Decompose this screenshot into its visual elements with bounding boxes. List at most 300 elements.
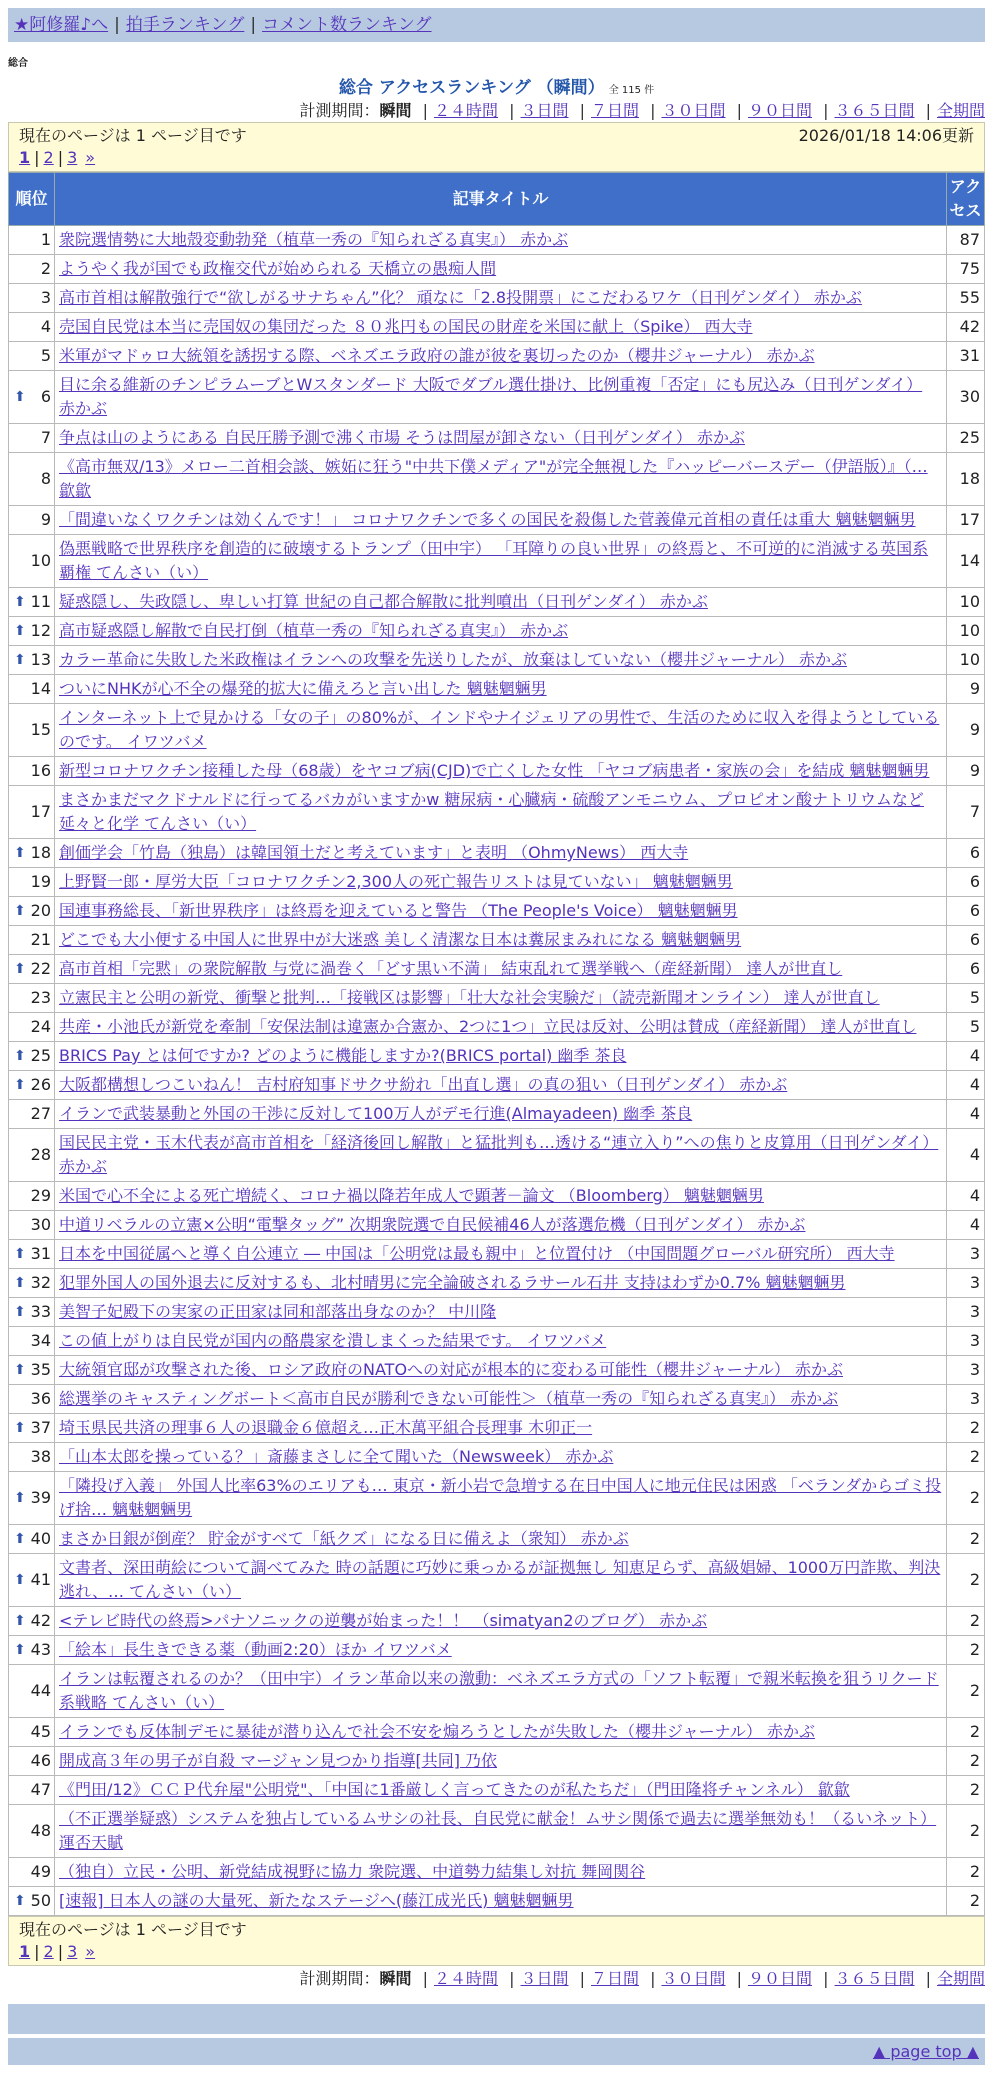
access-count: 4 (947, 1071, 985, 1100)
article-title-link[interactable]: まさか日銀が倒産？ 貯金がすべて「紙クズ」になる日に備えよ（衆知） 赤かぶ (59, 1529, 629, 1548)
page-top-link[interactable]: ▲ page top ▲ (872, 2042, 979, 2061)
article-title-link[interactable]: 総選挙のキャスティングボート＜高市自民が勝利できない可能性＞（植草一秀の『知られざる真実』） 赤かぶ (59, 1389, 839, 1408)
period-option-24h[interactable]: ２４時間 (433, 101, 498, 120)
access-count: 5 (947, 984, 985, 1013)
title-cell (55, 839, 947, 868)
rank-number: 42 (30, 1611, 51, 1630)
title-cell (55, 1240, 947, 1269)
access-count: 4 (947, 1100, 985, 1129)
rank-cell (9, 1718, 55, 1747)
rank-cell (9, 1747, 55, 1776)
period-option-30d-bottom[interactable]: ３０日間 (661, 1969, 726, 1988)
access-count: 6 (947, 955, 985, 984)
table-row (9, 1805, 985, 1858)
article-title-link[interactable]: どこでも大小便する中国人に世界中が大迷惑 美しく清潔な日本は糞尿まみれになる 魑魅魍魎男 (59, 930, 742, 949)
access-count: 17 (947, 506, 985, 535)
table-row (9, 704, 985, 757)
col-rank-header: 順位 (9, 173, 55, 226)
title-cell (55, 342, 947, 371)
rank-number: 17 (30, 802, 51, 821)
access-count: 2 (947, 1607, 985, 1636)
article-title-link[interactable]: イランは転覆されるのか？（田中宇）イラン革命以来の激動：ベネズエラ方式の「ソフト転覆」で親米転換を狙うリクード系戦略 てんさい（い） (59, 1669, 939, 1712)
article-title-link[interactable]: 売国自民党は本当に売国奴の集団だった ８０兆円もの国民の財産を米国に献上（Spike） 西大寺 (59, 317, 753, 336)
title-cell (55, 313, 947, 342)
rank-number: 4 (40, 317, 51, 336)
title-cell (55, 1071, 947, 1100)
rank-number: 22 (30, 959, 51, 978)
table-row (9, 617, 985, 646)
table-row (9, 1327, 985, 1356)
article-title-link[interactable]: 国民民主党・玉木代表が高市首相を「経済後回し解散」と猛批判も…透ける“連立入り”への焦りと皮算用（日刊ゲンダイ） 赤かぶ (59, 1133, 939, 1176)
period-option-7d[interactable]: ７日間 (590, 101, 639, 120)
table-row (9, 371, 985, 424)
article-title-link[interactable]: 高市疑惑隠し解散で自民打倒（植草一秀の『知られざる真実』） 赤かぶ (59, 621, 569, 640)
table-row (9, 897, 985, 926)
table-row (9, 506, 985, 535)
access-count: 3 (947, 1356, 985, 1385)
table-row (9, 984, 985, 1013)
access-count: 2 (947, 1805, 985, 1858)
title-cell (55, 1607, 947, 1636)
applause-ranking-link[interactable]: 拍手ランキング (125, 15, 245, 35)
access-count: 3 (947, 1269, 985, 1298)
title-cell (55, 1805, 947, 1858)
table-row (9, 1385, 985, 1414)
page-1-link-bottom[interactable]: 1 (19, 1942, 31, 1961)
article-title-link[interactable]: 目に余る維新のチンピラムーブとWスタンダード 大阪でダブル選仕掛け、比例重複「否定」にも尻込み（日刊ゲンダイ） 赤かぶ (59, 375, 923, 418)
rank-number: 18 (30, 843, 51, 862)
rank-cell (9, 284, 55, 313)
asyura-home-link[interactable]: ★阿修羅♪へ (14, 15, 109, 35)
access-count: 10 (947, 646, 985, 675)
access-count: 2 (947, 1718, 985, 1747)
col-title-header: 記事タイトル (55, 173, 947, 226)
title-cell (55, 1327, 947, 1356)
page-title: 総合 アクセスランキング （瞬間） (338, 78, 605, 98)
rank-number: 33 (30, 1302, 51, 1321)
rank-number: 34 (30, 1331, 51, 1350)
rank-number: 6 (40, 387, 51, 406)
rank-cell (9, 786, 55, 839)
access-count: 2 (947, 1776, 985, 1805)
article-title-link[interactable]: 偽悪戦略で世界秩序を創造的に破壊するトランプ（田中宇） 「耳障りの良い世界」の終焉と、不可逆的に消滅する英国系覇権 てんさい（い） (59, 539, 929, 582)
rank-cell (9, 342, 55, 371)
rank-cell (9, 1298, 55, 1327)
rank-number: 46 (30, 1751, 51, 1770)
rank-cell (9, 839, 55, 868)
rank-number: 27 (30, 1104, 51, 1123)
table-row (9, 255, 985, 284)
table-row (9, 786, 985, 839)
article-title-link[interactable]: 埼玉県民共済の理事６人の退職金６億超え…正木萬平組合長理事 木卯正一 (59, 1418, 593, 1437)
rank-cell (9, 1182, 55, 1211)
article-title-link[interactable]: 高市首相「完黙」の衆院解散 与党に渦巻く「どす黒い不満」 結束乱れて選挙戦へ（産経新聞） 達人が世直し (59, 959, 843, 978)
period-selected-bottom: 瞬間 (379, 1969, 412, 1988)
up-arrow-icon: ⬆ (14, 1893, 26, 1909)
article-title-link[interactable]: 争点は山のようにある 自民圧勝予測で沸く市場 そうは問屋が卸さない（日刊ゲンダイ） 赤かぶ (59, 428, 745, 447)
access-count: 25 (947, 424, 985, 453)
access-count: 87 (947, 226, 985, 255)
table-row (9, 926, 985, 955)
title-cell (55, 617, 947, 646)
title-cell (55, 704, 947, 757)
page-2-link[interactable]: 2 (43, 148, 54, 167)
footer-bar (8, 2004, 985, 2034)
page-3-link-bottom[interactable]: 3 (67, 1942, 78, 1961)
table-row (9, 675, 985, 704)
rank-cell (9, 926, 55, 955)
article-title-link[interactable]: 《門田/12》ＣＣＰ代弁屋"公明党"、「中国に1番厳しく言ってきたのが私たちだ」（門田隆将チャンネル） 歙歙 (59, 1780, 850, 1799)
rank-number: 10 (30, 551, 51, 570)
comment-ranking-link[interactable]: コメント数ランキング (262, 15, 432, 35)
article-title-link[interactable]: 上野賢一郎・厚労大臣「コロナワクチン2,300人の死亡報告リストは見ていない」 魑魅魍魎男 (59, 872, 733, 891)
title-cell (55, 984, 947, 1013)
title-cell (55, 453, 947, 506)
rank-cell (9, 1269, 55, 1298)
table-row (9, 1129, 985, 1182)
rank-cell (9, 506, 55, 535)
article-title-link[interactable]: 「隣投げ入義」 外国人比率63%のエリアも… 東京・新小岩で急増する在日中国人に地元住民は困惑 「ベランダからゴミ投げ捨… 魑魅魍魎男 (59, 1476, 942, 1519)
title-cell (55, 786, 947, 839)
article-title-link[interactable]: 疑惑隠し、失政隠し、卑しい打算 世紀の自己都合解散に批判噴出（日刊ゲンダイ） 赤かぶ (59, 592, 708, 611)
access-count: 10 (947, 588, 985, 617)
rank-cell (9, 255, 55, 284)
page-3-link[interactable]: 3 (67, 148, 78, 167)
article-title-link[interactable]: 美智子妃殿下の実家の正田家は同和部落出身なのか？ 中川隆 (59, 1302, 497, 1321)
article-title-link[interactable]: イランで武装暴動と外国の干渉に反対して100万人がデモ行進(Almayadeen) 幽季 茶良 (59, 1104, 693, 1123)
article-title-link[interactable]: 日本を中国従属へと導く自公連立 ― 中国は「公明党は最も親中」と位置付け （中国問題グローバル研究所） 西大寺 (59, 1244, 895, 1263)
period-option-7d-bottom[interactable]: ７日間 (590, 1969, 639, 1988)
rank-cell (9, 371, 55, 424)
page-2-link-bottom[interactable]: 2 (43, 1942, 54, 1961)
title-cell (55, 1356, 947, 1385)
article-title-link[interactable]: まさかまだマクドナルドに行ってるバカがいますかw 糖尿病・心臓病・硫酸アンモニウム、プロピオン酸ナトリウムなど延々と化学 てんさい（い） (59, 790, 924, 833)
up-arrow-icon: ⬆ (14, 903, 26, 919)
article-title-link[interactable]: 米国で心不全による死亡増続く、コロナ禍以降若年成人で顕著－論文 （Bloomberg） 魑魅魍魎男 (59, 1186, 764, 1205)
rank-number: 47 (30, 1780, 51, 1799)
rank-number: 39 (30, 1488, 51, 1507)
table-row (9, 1182, 985, 1211)
period-selector-bottom: 計測期間：瞬間 | ２４時間 | ３日間 | ７日間 | ３０日間 | ９０日間 | ３６５日間 | 全期間 (299, 1969, 985, 1988)
rank-cell (9, 1554, 55, 1607)
access-count: 2 (947, 1443, 985, 1472)
access-count: 6 (947, 897, 985, 926)
access-count: 2 (947, 1636, 985, 1665)
rank-cell (9, 1472, 55, 1525)
table-row (9, 1718, 985, 1747)
rank-cell (9, 1211, 55, 1240)
period-option-24h-bottom[interactable]: ２４時間 (433, 1969, 498, 1988)
up-arrow-icon: ⬆ (14, 594, 26, 610)
title-cell (55, 1298, 947, 1327)
rank-number: 24 (30, 1017, 51, 1036)
access-count: 31 (947, 342, 985, 371)
up-arrow-icon: ⬆ (14, 1077, 26, 1093)
rank-cell (9, 617, 55, 646)
article-title-link[interactable]: 中道リベラルの立憲×公明“電撃タッグ” 次期衆院選で自民候補46人が落選危機（日刊ゲンダイ） 赤かぶ (59, 1215, 806, 1234)
title-cell (55, 588, 947, 617)
access-count: 3 (947, 1240, 985, 1269)
page-links-bottom: 1 | 2 | 3 » (19, 1942, 96, 1961)
article-title-link[interactable]: （不正選挙疑惑）システムを独占しているムサシの社長、自民党に献金！ムサシ関係で過去に選挙無効も！（るいネット） 運否天賦 (59, 1809, 937, 1852)
title-cell (55, 424, 947, 453)
rank-cell (9, 1100, 55, 1129)
rank-cell (9, 868, 55, 897)
up-arrow-icon: ⬆ (14, 1642, 26, 1658)
period-option-30d[interactable]: ３０日間 (661, 101, 726, 120)
article-title-link[interactable]: [速報] 日本人の謎の大量死、新たなステージへ(藤江成光氏) 魑魅魍魎男 (59, 1891, 574, 1910)
rank-number: 30 (30, 1215, 51, 1234)
article-title-link[interactable]: 「間違いなくワクチンは効くんです！」 コロナワクチンで多くの国民を殺傷した菅義偉元首相の責任は重大 魑魅魍魎男 (59, 510, 916, 529)
table-row (9, 1071, 985, 1100)
rank-number: 38 (30, 1447, 51, 1466)
rank-cell (9, 1013, 55, 1042)
up-arrow-icon: ⬆ (14, 1572, 26, 1588)
rank-cell (9, 535, 55, 588)
table-row (9, 1525, 985, 1554)
access-count: 30 (947, 371, 985, 424)
article-title-link[interactable]: インターネット上で見かける「女の子」の80%が、インドやナイジェリアの男性で、生活のために収入を得ようとしているのです。 イワツバメ (59, 708, 940, 751)
table-row (9, 226, 985, 255)
article-title-link[interactable]: 高市首相は解散強行で“欲しがるサナちゃん”化？ 頑なに「2.8投開票」にこだわるワケ（日刊ゲンダイ） 赤かぶ (59, 288, 862, 307)
title-cell (55, 1269, 947, 1298)
title-cell (55, 646, 947, 675)
table-row (9, 1356, 985, 1385)
access-count: 7 (947, 786, 985, 839)
title-cell (55, 868, 947, 897)
article-title-link[interactable]: 「絵本」長生きできる薬（動画2:20）ほか イワツバメ (59, 1640, 452, 1659)
up-arrow-icon: ⬆ (14, 961, 26, 977)
article-title-link[interactable]: ついにNHKが心不全の爆発的拡大に備えろと言い出した 魑魅魍魎男 (59, 679, 547, 698)
access-count: 2 (947, 1472, 985, 1525)
nav-separator: | (114, 15, 120, 35)
rank-cell (9, 1327, 55, 1356)
access-count: 10 (947, 617, 985, 646)
rank-number: 26 (30, 1075, 51, 1094)
period-option-3d-bottom[interactable]: ３日間 (520, 1969, 569, 1988)
table-row (9, 1607, 985, 1636)
article-title-link[interactable]: 米軍がマドゥロ大統領を誘拐する際、ベネズエラ政府の誰が彼を裏切ったのか（櫻井ジャーナル） 赤かぶ (59, 346, 815, 365)
table-row (9, 1554, 985, 1607)
col-access-header: アクセス (947, 173, 985, 226)
access-count: 4 (947, 1042, 985, 1071)
article-title-link[interactable]: 大阪都構想しつこいねん！ 吉村府知事ドサクサ紛れ「出直し選」の真の狙い（日刊ゲンダイ） 赤かぶ (59, 1075, 788, 1094)
article-title-link[interactable]: 立憲民主と公明の新党、衝撃と批判…「接戦区は影響」「壮大な社会実験だ」（読売新聞オンライン） 達人が世直し (59, 988, 880, 1007)
access-count: 2 (947, 1858, 985, 1887)
table-row (9, 1298, 985, 1327)
article-title-link[interactable]: 創価学会「竹島（独島）は韓国領土だと考えています」と表明 （OhmyNews） 西大寺 (59, 843, 689, 862)
rank-number: 20 (30, 901, 51, 920)
rank-cell (9, 313, 55, 342)
access-count: 3 (947, 1298, 985, 1327)
access-count: 6 (947, 868, 985, 897)
title-cell (55, 955, 947, 984)
table-row (9, 284, 985, 313)
up-arrow-icon: ⬆ (14, 652, 26, 668)
table-row (9, 1776, 985, 1805)
access-count: 6 (947, 839, 985, 868)
table-row (9, 342, 985, 371)
page-top-bar (8, 2038, 985, 2065)
access-count: 9 (947, 757, 985, 786)
rank-number: 44 (30, 1681, 51, 1700)
article-title-link[interactable]: 「山本太郎を操っている？」斎藤まさしに全て聞いた（Newsweek） 赤かぶ (59, 1447, 614, 1466)
up-arrow-icon: ⬆ (14, 389, 26, 405)
rank-number: 41 (30, 1570, 51, 1589)
rank-cell (9, 1607, 55, 1636)
period-option-all-bottom[interactable]: 全期間 (936, 1969, 985, 1988)
article-title-link[interactable]: 犯罪外国人の国外退去に反対するも、北村晴男に完全論破されるラサール石井 支持はわずか0.7% 魑魅魍魎男 (59, 1273, 846, 1292)
access-count: 2 (947, 1747, 985, 1776)
access-count: 14 (947, 535, 985, 588)
rank-cell (9, 1636, 55, 1665)
article-title-link[interactable]: 国連事務総長、「新世界秩序」は終焉を迎えていると警告 （The People's Voice） 魑魅魍魎男 (59, 901, 738, 920)
rank-number: 23 (30, 988, 51, 1007)
rank-number: 15 (30, 720, 51, 739)
title-cell (55, 535, 947, 588)
rank-number: 3 (40, 288, 51, 307)
article-title-link[interactable]: イランでも反体制デモに暴徒が潜り込んで社会不安を煽ろうとしたが失敗した（櫻井ジャーナル） 赤かぶ (59, 1722, 815, 1741)
article-title-link[interactable]: ようやく我が国でも政権交代が始められる 天橋立の愚痴人間 (59, 259, 497, 278)
rank-cell (9, 646, 55, 675)
rank-cell (9, 704, 55, 757)
rank-number: 31 (30, 1244, 51, 1263)
rank-number: 2 (40, 259, 51, 278)
article-title-link[interactable]: （独自）立民・公明、新党結成視野に協力 衆院選、中道勢力結集し対抗 舞岡関谷 (59, 1862, 646, 1881)
rank-cell (9, 1414, 55, 1443)
table-row (9, 313, 985, 342)
ranking-title (8, 73, 985, 98)
rank-number: 40 (30, 1529, 51, 1548)
up-arrow-icon: ⬆ (14, 1531, 26, 1547)
rank-number: 5 (40, 346, 51, 365)
rank-number: 21 (30, 930, 51, 949)
title-cell (55, 1554, 947, 1607)
title-cell (55, 506, 947, 535)
table-row (9, 955, 985, 984)
title-cell (55, 1472, 947, 1525)
access-count: 9 (947, 704, 985, 757)
article-title-link[interactable]: 大統領官邸が攻撃された後、ロシア政府のNATOへの対応が根本的に変わる可能性（櫻井ジャーナル） 赤かぶ (59, 1360, 844, 1379)
table-header-row (9, 173, 985, 226)
access-count: 6 (947, 926, 985, 955)
period-option-3d[interactable]: ３日間 (520, 101, 569, 120)
access-count: 2 (947, 1887, 985, 1916)
table-row (9, 1636, 985, 1665)
rank-cell (9, 1805, 55, 1858)
rank-cell (9, 1443, 55, 1472)
article-title-link[interactable]: <テレビ時代の終焉>パナソニックの逆襲が始まった！！ （simatyan2のブログ） 赤かぶ (59, 1611, 708, 1630)
rank-number: 37 (30, 1418, 51, 1437)
access-count: 4 (947, 1211, 985, 1240)
up-arrow-icon: ⬆ (14, 1490, 26, 1506)
rank-number: 32 (30, 1273, 51, 1292)
table-row (9, 1747, 985, 1776)
nav-separator: | (250, 15, 257, 35)
total-count: 全 115 件 (608, 85, 655, 96)
access-count: 4 (947, 1182, 985, 1211)
up-arrow-icon: ⬆ (14, 1275, 26, 1291)
rank-cell (9, 453, 55, 506)
rank-number: 8 (40, 469, 51, 488)
title-cell (55, 1129, 947, 1182)
rank-cell (9, 1129, 55, 1182)
period-option-90d-bottom[interactable]: ９０日間 (747, 1969, 812, 1988)
period-option-all[interactable]: 全期間 (936, 101, 985, 120)
table-row (9, 1414, 985, 1443)
up-arrow-icon: ⬆ (14, 845, 26, 861)
title-cell (55, 1665, 947, 1718)
title-cell (55, 897, 947, 926)
rank-number: 11 (30, 592, 51, 611)
article-title-link[interactable]: 衆院選情勢に大地殻変動勃発（植草一秀の『知られざる真実』） 赤かぶ (59, 230, 569, 249)
rank-number: 13 (30, 650, 51, 669)
rank-number: 12 (30, 621, 51, 640)
pager-top (8, 122, 985, 172)
article-title-link[interactable]: 共産・小池氏が新党を牽制「安保法制は違憲か合憲か、2つに1つ」立民は反対、公明は賛成（産経新聞） 達人が世直し (59, 1017, 917, 1036)
rank-number: 25 (30, 1046, 51, 1065)
article-title-link[interactable]: 開成高３年の男子が自殺 マージャン見つかり指導[共同] 乃依 (59, 1751, 498, 1770)
table-row (9, 1269, 985, 1298)
rank-cell (9, 757, 55, 786)
title-cell (55, 1182, 947, 1211)
rank-number: 36 (30, 1389, 51, 1408)
rank-cell (9, 226, 55, 255)
table-row (9, 1042, 985, 1071)
rank-number: 7 (40, 428, 51, 447)
rank-number: 49 (30, 1862, 51, 1881)
table-row (9, 1211, 985, 1240)
article-title-link[interactable]: この値上がりは自民党が国内の酪農家を潰しまくった結果です。 イワツバメ (59, 1331, 607, 1350)
article-title-link[interactable]: BRICS Pay とは何ですか? どのように機能しますか?(BRICS portal) 幽季 茶良 (59, 1046, 627, 1065)
article-title-link[interactable]: カラー革命に失敗した米政権はイランへの攻撃を先送りしたが、放棄はしていない（櫻井ジャーナル） 赤かぶ (59, 650, 847, 669)
page-links: 1 | 2 | 3 » (19, 148, 96, 167)
access-count: 2 (947, 1525, 985, 1554)
article-title-link[interactable]: 《高市無双/13》メロー二首相会談、嫉妬に狂う"中共下僕メディア"が完全無視した『ハッピーバースデー（伊語版）』（… 歙歙 (59, 457, 928, 500)
table-row (9, 1013, 985, 1042)
access-count: 75 (947, 255, 985, 284)
up-arrow-icon: ⬆ (14, 1246, 26, 1262)
rank-number: 50 (30, 1891, 51, 1910)
period-option-365d-bottom[interactable]: ３６５日間 (834, 1969, 915, 1988)
table-row (9, 535, 985, 588)
updated-time: 2026/01/18 14:06更新 (798, 126, 974, 145)
article-title-link[interactable]: 新型コロナワクチン接種した母（68歳）をヤコブ病(CJD)で亡くした女性 「ヤコブ病患者・家族の会」を結成 魑魅魍魎男 (59, 761, 930, 780)
next-page-link[interactable]: » (85, 148, 96, 167)
title-cell (55, 1887, 947, 1916)
period-option-365d[interactable]: ３６５日間 (834, 101, 915, 120)
period-option-90d[interactable]: ９０日間 (747, 101, 812, 120)
rank-cell (9, 955, 55, 984)
rank-cell (9, 1071, 55, 1100)
current-page-text: 現在のページは 1 ページ目です (19, 126, 247, 145)
access-count: 55 (947, 284, 985, 313)
page-1-link[interactable]: 1 (19, 148, 31, 167)
next-page-link-bottom[interactable]: » (85, 1942, 96, 1961)
rank-cell (9, 1240, 55, 1269)
title-cell (55, 1525, 947, 1554)
access-count: 2 (947, 1554, 985, 1607)
rank-cell (9, 1042, 55, 1071)
table-row (9, 1887, 985, 1916)
table-row (9, 1858, 985, 1887)
table-row (9, 757, 985, 786)
rank-number: 1 (40, 230, 51, 249)
ranking-table-body (9, 226, 985, 1916)
rank-cell (9, 424, 55, 453)
article-title-link[interactable]: 文書者、深田萌絵について調べてみた 時の話題に巧妙に乗っかるが証拠無し 知恵足らず、高級娼婦、1000万円詐欺、判決逃れ、… てんさい（い） (59, 1558, 941, 1601)
table-row (9, 646, 985, 675)
